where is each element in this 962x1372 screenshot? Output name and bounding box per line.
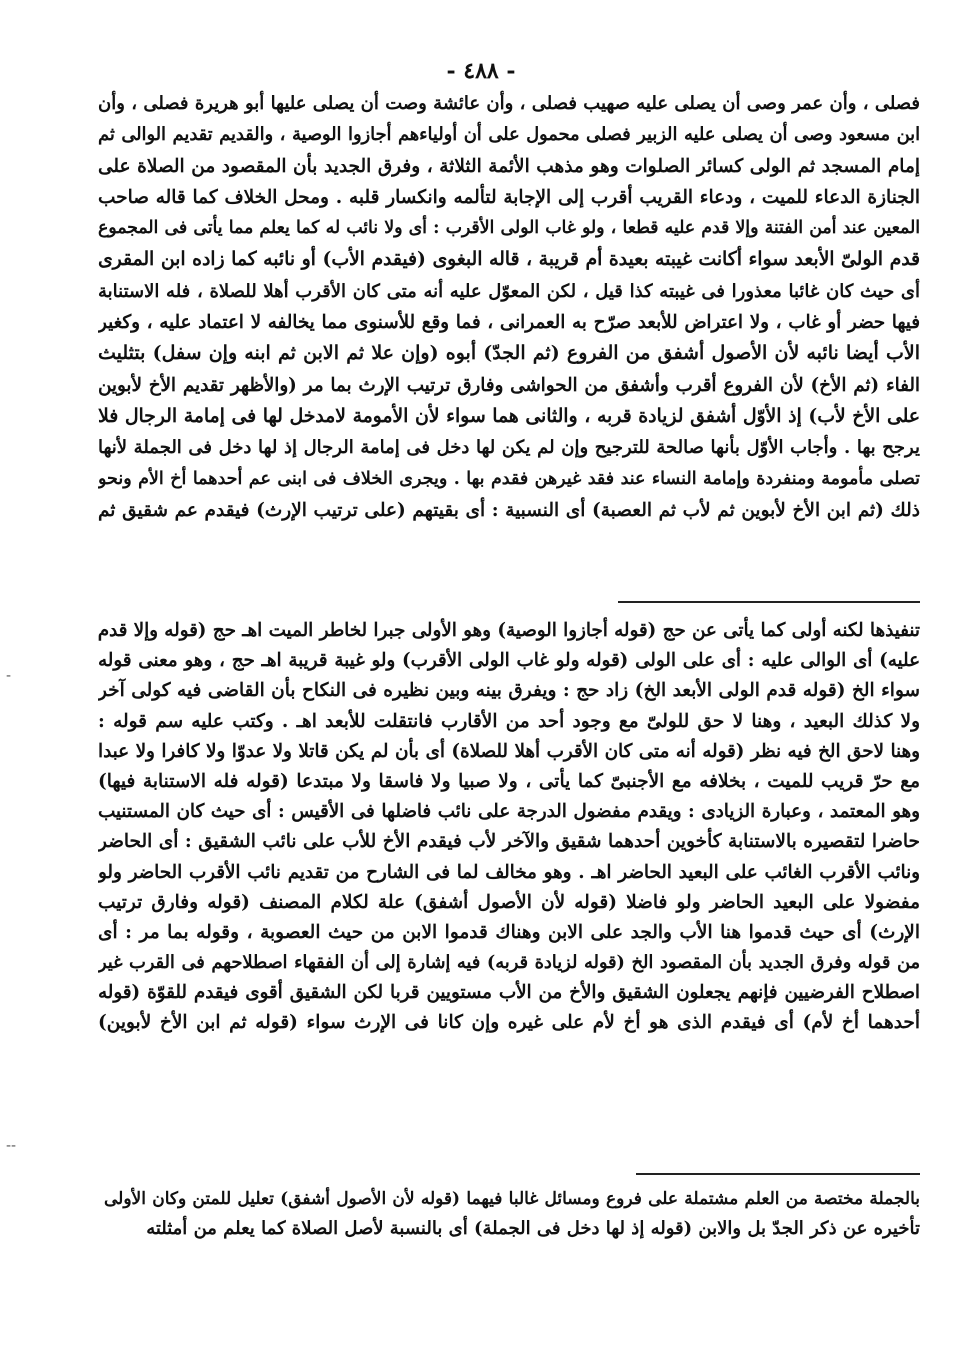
main-text-line: تصلى مأمومة ومنفردة وإمامة النساء عند فقد غيرهن فقدم بها . ويجرى الخلاف فى ابنى عم أحدهما أخ الأم ونحو (98, 468, 920, 489)
main-text-line: الفاء (ثم الأخ) لأن الفروع أقرب وأشفق من الحواشى وفارق ترتيب الإرث بما مر (والأظهر تقديم الأخ لأبوين (98, 374, 920, 396)
note-line: ونائب الأقرب الغائب على البعيد الحاضر اهـ . وهو مخالف لما فى الشارح من تقديم نائب الأقرب الحاضر ولو (98, 861, 920, 883)
main-text-line: ابن مسعود وصى أن يصلى عليه الزبير فصلى محمول على أن أولياءهم أجازوا الوصية ، والقديم تقديم الوالى ثم (98, 124, 920, 146)
note-line: اصطلاح الفرضيين فإنهم يجعلون الشقيق والأخ من الأب مستويين قربا لكن الشقيق أقوى فيقدم للقوّة (قوله (98, 982, 920, 1004)
footer-notes-block (104, 1184, 920, 1244)
footer-note-line: تأخيره عن ذكر الجدّ بل والابن (قوله إذ لها دخل فى الجملة) أى بالنسبة لأصل الصلاة كما يعلم من أمثلته (146, 1218, 920, 1239)
main-text-line: إمام المسجد ثم الولى كسائر الصلوات وهو مذهب الأئمة الثلاثة ، وفرق الجديد بأن المقصود من الصلاة على (98, 155, 920, 177)
note-line: سواء الخ (قوله قدم الولى الأبعد الخ) زاد حج : ويفرق بينه وبين نظيره فى النكاح بأن القاضى فيه كولى آخر (98, 680, 920, 702)
main-text-line: ذلك (ثم ابن الأخ لأبوين ثم لأب ثم العصبة) أى النسبية : أى بقيتهم (على ترتيب الإرث) فيقدم عم شقيق ثم (98, 499, 920, 521)
note-line: ولا كذلك البعيد ، وهنا لا حق للولىّ مع وجود أحد من الأقارب فانتقلت للأبعد اهـ . وكتب عليه سم قوله : (98, 710, 920, 732)
note-line: أحدهما أخ لأم) أى فيقدم الذى هو أخ لأم على غيره وإن كانا فى الإرث سواء (قوله ثم ابن الأخ لأبوين) (98, 1012, 920, 1034)
main-text-line: فصلى ، وأن عمر وصى أن يصلى عليه صهيب فصلى ، وأن عائشة وصت أن يصلى عليها أبو هريرة فصلى ، وأن (98, 93, 920, 114)
section-divider (618, 601, 920, 603)
main-text-line: على الأخ لأب) إذ الأوّل أشفق لزيادة قربه ، والثانى هما سواء لأن الأمومة لامدخل لها فى إمامة الرجال فلا (98, 404, 920, 427)
margin-mark: - (6, 668, 12, 684)
note-line: مع حرّ قريب للميت ، بخلافه مع الأجنبىّ كما يأتى ، ولا صبيا ولا فاسقا ولا مبتدعا (قوله فله الاستنابة فيها) (98, 770, 920, 792)
main-text-line: يرجح بها . وأجاب الأوّل بأنها صالحة للترجيح وإن لم يكن لها دخل فى إمامة الرجال إذ لها دخل فى الجملة لأنها (98, 437, 920, 459)
note-line: الإرث) أى حيث قدموا هنا الأب والجد على الابن وهناك قدموا الابن من حيث العصوبة ، وقوله بما مر : أى (98, 921, 920, 943)
page-number: - ٤٨٨ - (446, 58, 516, 84)
main-text-line: الجنازة الدعاء للميت ، ودعاء القريب أقرب إلى الإجابة لتألمه وانكسار قلبه . ومحل الخلاف كما قاله صاحب (98, 186, 920, 208)
note-line: من قوله وفرق الجديد بأن المقصود الخ (قوله لزيادة قربه) فيه إشارة إلى أن الفقهاء اصطلاحهم فى القرب غير (98, 952, 920, 974)
main-text-line: أى حيث كان غائبا معذورا فى غيبته كذا قيل ، لكن المعوّل عليه أنه متى كان الأقرب أهلا للصلاة ، فله الاستنابة (98, 280, 920, 302)
note-line: وهو المعتمد ، وعبارة الزيادى : ويقدم مفضول الدرجة على نائب فاضلها فى الأقيس : أى حيث كان المستنيب (98, 801, 920, 823)
note-line: حاضرا لتقصيره بالاستنابة كأخوين أحدهما شقيق والآخر لأب فيقدم الأخ للأب على نائب الشقيق : أى الحاضر (98, 831, 920, 853)
notes-block (98, 616, 920, 1039)
section-divider (636, 1173, 920, 1175)
main-text-line: قدم الولىّ الأبعد سواء أكانت غيبته بعيدة أم قريبة ، قاله البغوى (فيقدم الأب) أو نائبه كما زاده ابن المقرى (98, 248, 920, 271)
footer-note-line: بالجملة مختصة من العلم مشتملة على فروع ومسائل غالبا فيهما (قوله لأن الأصول أشفق) تعليل للمتن وكان الأولى (104, 1189, 920, 1209)
margin-mark: -- (6, 1138, 17, 1154)
note-line: عليه) أى الوالى عليه : أى على الولى (قوله ولو غاب الولى الأقرب) ولو غيبة قريبة اهـ حج ، وهو معنى قوله (98, 650, 920, 672)
main-text-line: فيها حضر أو غاب ، ولا اعتراض للأبعد صرّح به العمرانى ، فما وقع للأسنوى مما يخالفه لا اعتماد عليه ، وكغير (98, 312, 920, 334)
note-line: تنفيذها لكنه أولى كما يأتى عن حج (قوله أجازوا الوصية) وهو الأولى جبرا لخاطر الميت اهـ حج (قوله وإلا قدم (98, 620, 920, 641)
main-text-line: الأب أيضا نائبه لأن الأصول أشفق من الفروع (ثم الجدّ) أبوه (وإن علا ثم الابن ثم ابنه وإن سفل) بتثليث (98, 342, 920, 365)
main-text-block (98, 88, 920, 526)
note-line: وهنا لاحق الخ فيه نظر (قوله أنه متى كان الأقرب أهلا للصلاة) أى بأن لم يكن قاتلا ولا عدوّا ولا كافرا ولا عبدا (98, 740, 920, 762)
main-text-line: المعين عند أمن الفتنة وإلا قدم عليه قطعا ، ولو غاب الولى الأقرب : أى ولا نائب له كما يعلم مما يأتى فى المجموع (98, 218, 920, 239)
note-line: مفضولا على البعيد الحاضر ولو فاضلا (قوله لأن الأصول أشفق) علة لكلام المصنف (قوله وفارق ترتيب (98, 891, 920, 913)
